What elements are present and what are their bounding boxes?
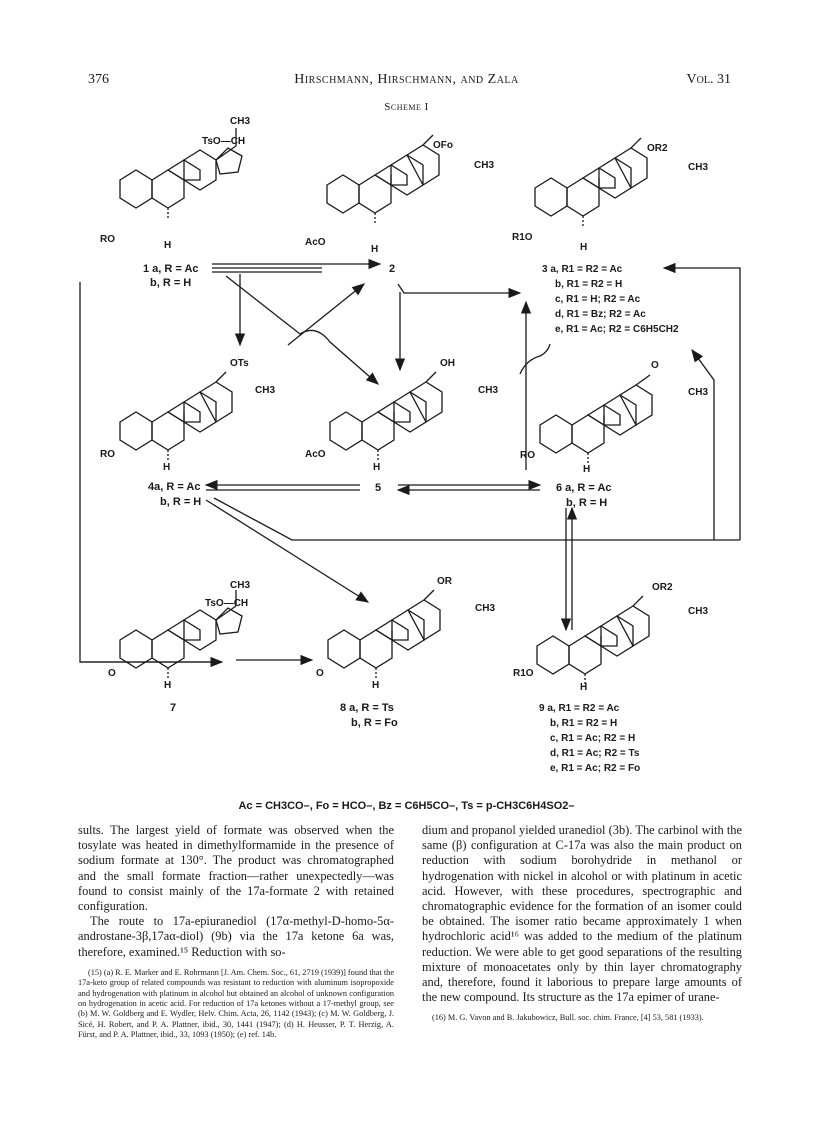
compound-3d-label: d, R1 = Bz; R2 = Ac	[555, 309, 646, 320]
label-ch3-6: CH3	[688, 387, 709, 398]
scheme-title: Scheme I	[384, 101, 429, 113]
compound-9b-label: b, R1 = R2 = H	[550, 718, 618, 729]
label-h-1: H	[164, 240, 172, 251]
arrow-4-to-9-route	[214, 498, 740, 540]
left-paragraph-2: The route to 17a-epiuranediol (17α-methyl-D-homo-5α-androstane-3β,17aα-diol) (9b) via the 17a ketone 6a was, therefore, examined.¹⁵ Reduction with so-	[78, 914, 394, 959]
compound-6a-label: 6 a, R = Ac	[556, 482, 612, 494]
label-aco-5: AcO	[305, 449, 326, 460]
compound-1a-label: 1 a, R = Ac	[143, 263, 199, 275]
label-ch3-9: CH3	[688, 606, 709, 617]
compound-3c-label: c, R1 = H; R2 = Ac	[555, 294, 641, 305]
structure-2	[305, 135, 494, 255]
compound-8a-label: 8 a, R = Ts	[340, 702, 394, 714]
label-ch3-7: CH3	[230, 580, 251, 591]
compound-8b-label: b, R = Fo	[351, 717, 398, 729]
compound-2-label: 2	[389, 263, 396, 275]
compound-6b-label: b, R = H	[566, 497, 608, 509]
page-number: 376	[88, 72, 109, 87]
abbreviation-key: Ac = CH3CO–, Fo = HCO–, Bz = C6H5CO–, Ts = p-CH3C6H4SO2–	[238, 800, 575, 812]
structure-3	[512, 138, 708, 253]
compound-7-label: 7	[170, 702, 177, 714]
running-head-authors: Hirschmann, Hirschmann, and Zala	[294, 72, 519, 87]
label-ch3-1: CH3	[230, 116, 251, 127]
compound-9a-label: 9 a, R1 = R2 = Ac	[539, 703, 620, 714]
arrow-1-to-7	[80, 282, 222, 662]
compound-3e-label: e, R1 = Ac; R2 = C6H5CH2	[555, 324, 679, 335]
compound-4a-label: 4a, R = Ac	[148, 481, 201, 493]
structure-5	[305, 358, 498, 473]
structure-1	[100, 116, 250, 251]
arrow-6-to-3e	[692, 350, 714, 540]
label-ch3-2: CH3	[474, 160, 495, 171]
label-ro-4: RO	[100, 449, 115, 460]
right-paragraph-1: dium and propanol yielded uranediol (3b). The carbinol with the same (β) configuration at C-17a was also the main product on reduction with sodium borohydride in methanol or hydrogenation with nickel in alcohol or with platinum in acetic acid. However, with these procedures, spectrographic and chromatographic evidence for the formation of an isomer could be obtained. The isomer ratio became approximately 1 when hydrochloric acid¹⁶ was added to the medium of the platinum reduction. We were able to get good separations of the resulting mixture of monoacetates only by thin layer chromatography and, therefore, found it laborious to prepare large amounts of the new compound. Its structure as the 17a epimer of urane-	[422, 823, 742, 1005]
structure-6	[520, 360, 708, 475]
arrow-9-to-3a	[664, 268, 740, 540]
arrow-2-to-3	[398, 284, 520, 293]
arrow-5-to-3-squiggle	[520, 344, 550, 374]
label-aco-2: AcO	[305, 237, 326, 248]
compound-1b-label: b, R = H	[150, 277, 192, 289]
label-h-5: H	[373, 462, 381, 473]
label-o-6: O	[651, 360, 659, 371]
structure-7	[108, 580, 250, 691]
footnote-15: (15) (a) R. E. Marker and E. Rohrmann [J. Am. Chem. Soc., 61, 2719 (1939)] found that the 17a-keto group of related compounds was resistant to reduction with aluminum isopropoxide and hydrogenation with platinum in alcohol but obtained an alcohol of unknown configuration on hydrogenation in acetic acid. For reduction of 17a ketones without a 17-methyl group, see (b) M. W. Goldberg and E. Wydler, Helv. Chim. Acta, 26, 1142 (1943); (c) M. W. Goldberg, J. Sicé, H. Robert, and P. A. Plattner, ibid., 30, 1441 (1947); (d) H. Heusser, P. T. Herzig, A. Fürst, and P. A. Plattner, ibid., 33, 1093 (1950); (e) ref. 14b.	[78, 967, 395, 1040]
structure-8	[316, 576, 495, 691]
structure-9	[513, 582, 708, 693]
left-column	[78, 823, 394, 1041]
label-h-4: H	[163, 462, 171, 473]
label-h-7: H	[164, 680, 172, 691]
label-h-3: H	[580, 242, 588, 253]
label-ch3-4: CH3	[255, 385, 276, 396]
label-o-8: O	[316, 668, 324, 679]
label-r1o-3: R1O	[512, 232, 533, 243]
label-ro-1: RO	[100, 234, 115, 245]
arrow-4-to-2	[288, 284, 364, 345]
compound-3b-label: b, R1 = R2 = H	[555, 279, 623, 290]
label-ots-4: OTs	[230, 358, 249, 369]
label-or-8: OR	[437, 576, 452, 587]
compound-9e-label: e, R1 = Ac; R2 = Fo	[550, 763, 641, 774]
label-or2-9: OR2	[652, 582, 673, 593]
label-tso-ch-7: TsO—CH	[205, 598, 249, 609]
compound-5-label: 5	[375, 482, 382, 494]
left-paragraph-1: sults. The largest yield of formate was observed when the tosylate was heated in dimethylformamide in the presence of sodium formate at 130°. The product was chromatographed and the small formate fraction—rather unexpectedly—was found to consist mainly of the 17a-formate 2 with retained configuration.	[78, 823, 394, 914]
label-ch3-5: CH3	[478, 385, 499, 396]
label-or2-3: OR2	[647, 143, 668, 154]
footnote-16: (16) M. G. Vavon and B. Jakubowicz, Bull. soc. chim. France, [4] 53, 581 (1933).	[432, 1013, 704, 1023]
label-tso-ch-1: TsO—CH	[202, 136, 246, 147]
structure-4	[100, 358, 275, 473]
label-ofo-2: OFo	[433, 140, 453, 151]
compound-3a-label: 3 a, R1 = R2 = Ac	[542, 264, 623, 275]
label-ro-6: RO	[520, 450, 535, 461]
label-h-8: H	[372, 680, 380, 691]
label-o-7: O	[108, 668, 116, 679]
volume-label: Vol. 31	[686, 72, 731, 87]
compound-4b-label: b, R = H	[160, 496, 202, 508]
label-h-9: H	[580, 682, 588, 693]
right-column	[422, 823, 742, 1024]
label-h-6: H	[583, 464, 591, 475]
label-h-2: H	[371, 244, 379, 255]
compound-9d-label: d, R1 = Ac; R2 = Ts	[550, 748, 640, 759]
label-r1o-9: R1O	[513, 668, 534, 679]
label-ch3-3: CH3	[688, 162, 709, 173]
label-ch3-8: CH3	[475, 603, 496, 614]
compound-9c-label: c, R1 = Ac; R2 = H	[550, 733, 636, 744]
arrow-1-to-5	[226, 276, 378, 384]
label-oh-5: OH	[440, 358, 455, 369]
